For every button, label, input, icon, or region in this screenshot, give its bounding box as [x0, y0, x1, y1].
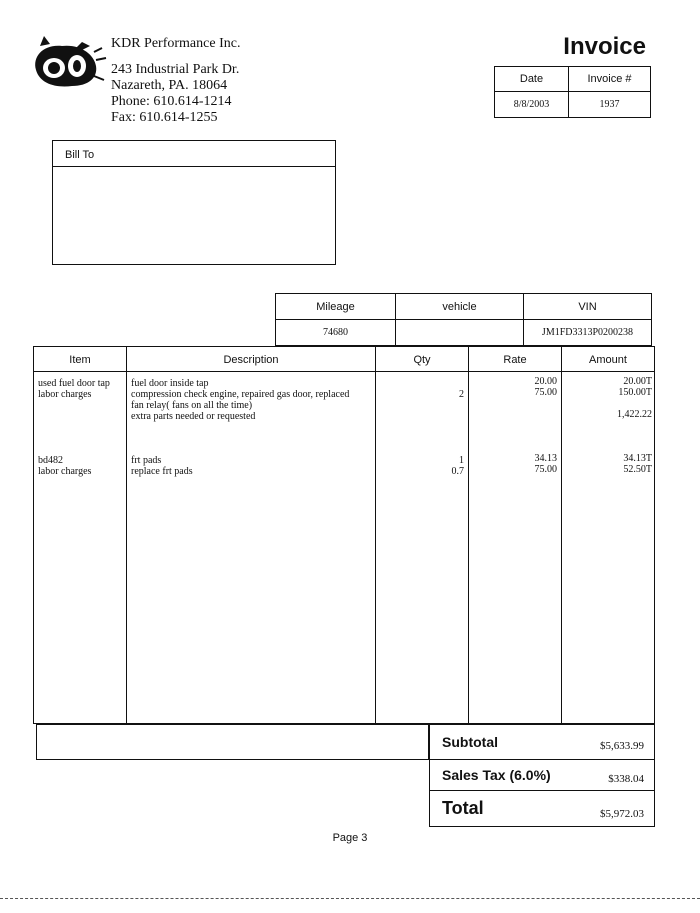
row-8-desc: replace frt pads [131, 466, 193, 477]
row-6-rate [473, 442, 557, 453]
row-7-desc: frt pads [131, 455, 162, 466]
mileage-label: Mileage [316, 300, 355, 313]
invoice-number-label: Invoice # [587, 73, 632, 85]
subtotal-value: $5,633.99 [600, 740, 644, 752]
row-4-item [38, 422, 124, 433]
amount-column [566, 376, 652, 475]
row-2-qty [380, 400, 464, 411]
bill-to-box [52, 140, 336, 265]
column-header-rate: Rate [503, 353, 527, 366]
row-5-desc [131, 433, 371, 444]
row-8-qty: 0.7 [451, 466, 464, 477]
invoice-meta-box [494, 66, 651, 118]
company-address-line1: 243 Industrial Park Dr. [111, 62, 240, 77]
row-3-desc: extra parts needed or requested [131, 411, 256, 422]
row-6-item [38, 444, 124, 455]
item-column [38, 378, 124, 477]
row-5-item [38, 433, 124, 444]
row-6-qty [380, 444, 464, 455]
company-logo-icon [30, 32, 108, 92]
bill-to-label: Bill To [65, 149, 95, 161]
date-label: Date [519, 73, 544, 85]
company-address-line2: Nazareth, PA. 18064 [111, 78, 228, 93]
row-8-item: labor charges [38, 466, 92, 477]
company-fax: Fax: 610.614-1255 [111, 110, 218, 125]
row-2-item [38, 400, 124, 411]
row-7-amount: 34.13T [623, 453, 652, 464]
row-1-item: labor charges [38, 389, 92, 400]
row-4-qty [380, 422, 464, 433]
row-8-amount: 52.50T [623, 464, 652, 475]
row-5-qty [380, 433, 464, 444]
total-label: Total [442, 798, 484, 818]
row-4-desc [131, 422, 371, 433]
row-0-item: used fuel door tap [38, 378, 110, 389]
row-4-amount [566, 420, 652, 431]
vehicle-info-box [275, 293, 652, 346]
vehicle-label: vehicle [442, 300, 477, 313]
subtotal-label: Subtotal [442, 734, 498, 750]
row-1-rate: 75.00 [534, 387, 557, 398]
row-0-amount: 20.00T [623, 376, 652, 387]
row-5-amount [566, 431, 652, 442]
row-7-qty: 1 [459, 455, 464, 466]
vin-label: VIN [578, 300, 597, 313]
row-3-rate [473, 409, 557, 420]
row-1-amount: 150.00T [618, 387, 652, 398]
row-7-item: bd482 [38, 455, 63, 466]
totals-spacer [36, 724, 429, 760]
row-0-qty [380, 378, 464, 389]
row-5-rate [473, 431, 557, 442]
row-1-qty: 2 [459, 389, 464, 400]
sales-tax-box [429, 759, 655, 791]
page-divider [0, 898, 700, 899]
line-items-table [33, 346, 655, 724]
mileage-value: 74680 [323, 327, 348, 338]
column-header-qty: Qty [413, 353, 431, 366]
row-3-qty [380, 411, 464, 422]
row-7-rate: 34.13 [534, 453, 557, 464]
page-title: Invoice [563, 33, 646, 60]
invoice-number: 1937 [599, 99, 620, 110]
invoice-date: 8/8/2003 [513, 99, 550, 110]
row-6-amount [566, 442, 652, 453]
rate-column [473, 376, 557, 475]
page-number: Page 3 [332, 832, 368, 844]
row-4-rate [473, 420, 557, 431]
row-6-desc [131, 444, 371, 455]
company-name: KDR Performance Inc. [111, 36, 241, 51]
row-2-amount [566, 398, 652, 409]
company-phone: Phone: 610.614-1214 [111, 94, 232, 109]
row-0-desc: fuel door inside tap [131, 378, 209, 389]
row-2-rate [473, 398, 557, 409]
qty-column [380, 378, 464, 477]
row-0-rate: 20.00 [534, 376, 557, 387]
column-header-amount: Amount [589, 353, 627, 366]
column-header-description: Description [223, 353, 279, 366]
row-3-amount: 1,422.22 [617, 409, 652, 420]
row-3-item [38, 411, 124, 422]
total-box [429, 790, 655, 827]
row-8-rate: 75.00 [534, 464, 557, 475]
sales-tax-label: Sales Tax (6.0%) [442, 767, 551, 783]
total-value: $5,972.03 [600, 808, 644, 820]
row-1-desc: compression check engine, repaired gas door, replaced [131, 389, 350, 400]
vehicle-value [396, 320, 523, 345]
column-header-item: Item [69, 353, 91, 366]
sales-tax-value: $338.04 [608, 773, 644, 785]
description-column [131, 378, 371, 477]
subtotal-box [429, 724, 655, 760]
row-2-desc: fan relay( fans on all the time) [131, 400, 253, 411]
vin-value: JM1FD3313P0200238 [541, 327, 634, 338]
